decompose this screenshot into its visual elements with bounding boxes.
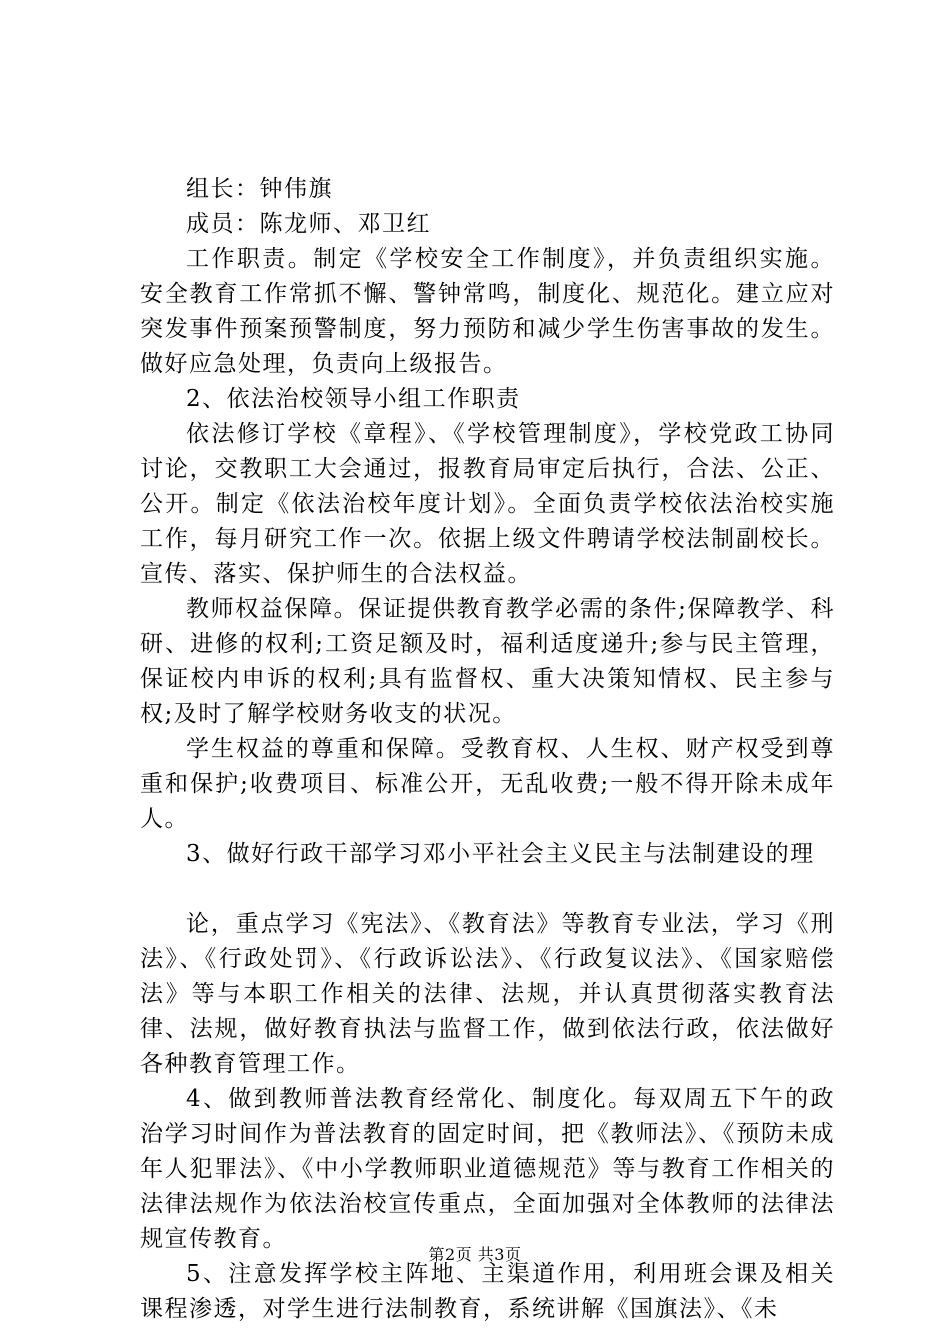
paragraph-members: 成员：陈龙师、邓卫红 bbox=[186, 211, 431, 237]
paragraph-study-laws: 论，重点学习《宪法》、《教育法》等教育专业法，学习《刑法》、《行政处罚》、《行政诉讼法》、《行政复议法》、《国家赔偿法》等与本职工作相关的法律、法规，并认真贯彻落实教育法律、法规，做好教育执法与监督工作，做到依法行政，依法做好各种教育管理工作。 bbox=[140, 911, 835, 1077]
paragraph-item-4: 4、做到教师普法教育经常化、制度化。每双周五下午的政治学习时间作为普法教育的固定时间，把《教师法》、《预防未成年人犯罪法》、《中小学教师职业道德规范》等与教育工作相关的法律法规作为依法治校宣传重点，全面加强对全体教师的法律法规宣传教育。 bbox=[140, 1086, 835, 1252]
paragraph-safety-duties: 工作职责。制定《学校安全工作制度》，并负责组织实施。安全教育工作常抓不懈、警钟常鸣，制度化、规范化。建立应对突发事件预案预警制度，努力预防和减少学生伤害事故的发生。做好应急处理，负责向上级报告。 bbox=[140, 246, 835, 377]
paragraph-law-revision: 依法修订学校《章程》、《学校管理制度》，学校党政工协同讨论，交教职工大会通过，报教育局审定后执行，合法、公正、公开。制定《依法治校年度计划》。全面负责学校依法治校实施工作，每月研究工作一次。依据上级文件聘请学校法制副校长。宣传、落实、保护师生的合法权益。 bbox=[140, 421, 835, 587]
paragraph-student-rights: 学生权益的尊重和保障。受教育权、人生权、财产权受到尊重和保护;收费项目、标准公开，无乱收费;一般不得开除未成年人。 bbox=[140, 736, 835, 832]
paragraph-heading-3: 3、做好行政干部学习邓小平社会主义民主与法制建设的理 bbox=[186, 841, 815, 867]
paragraph-item-5: 5、注意发挥学校主阵地、主渠道作用，利用班会课及相关课程渗透，对学生进行法制教育，系统讲解《国旗法》、《未 bbox=[140, 1261, 835, 1322]
paragraph-group-leader: 组长：钟伟旗 bbox=[186, 176, 333, 202]
document-body bbox=[140, 172, 835, 1327]
paragraph-teacher-rights: 教师权益保障。保证提供教育教学必需的条件;保障教学、科研、进修的权利;工资足额及时，福利适度递升;参与民主管理，保证校内申诉的权利;具有监督权、重大决策知情权、民主参与权;及时了解学校财务收支的状况。 bbox=[140, 596, 835, 727]
page-footer: 第2页 共3页 bbox=[428, 1245, 522, 1264]
paragraph-heading-2: 2、依法治校领导小组工作职责 bbox=[186, 386, 521, 412]
